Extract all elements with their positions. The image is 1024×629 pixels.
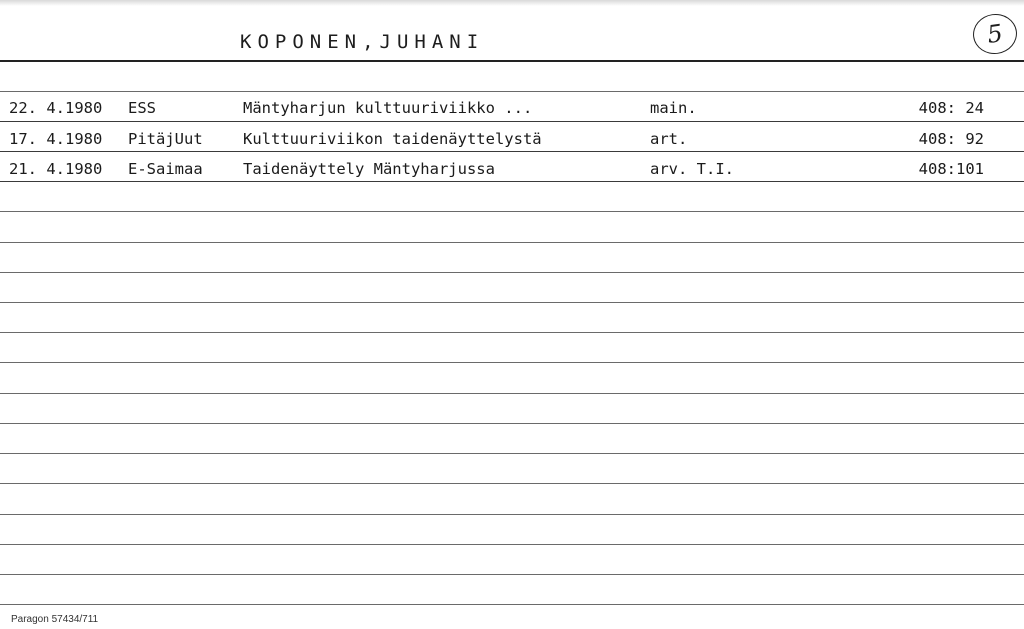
card-number: 5 (985, 19, 1005, 49)
header-rule (0, 60, 1024, 62)
ruled-line (0, 211, 1024, 212)
ruled-line (0, 302, 1024, 303)
ruled-line (0, 514, 1024, 515)
ruled-line (0, 423, 1024, 424)
ruled-line (0, 121, 1024, 122)
card-name-heading: KOPONEN,JUHANI (240, 31, 485, 53)
entry-reference: 408: 24 (918, 99, 984, 117)
entry-title: Mäntyharjun kulttuuriviikko ... (243, 99, 533, 117)
entry-title: Taidenäyttely Mäntyharjussa (243, 160, 495, 178)
ruled-line (0, 332, 1024, 333)
card-top-edge (0, 0, 1024, 6)
entry-reference: 408:101 (918, 160, 984, 178)
entry-source: E-Saimaa (128, 160, 203, 178)
ruled-line (0, 544, 1024, 545)
entry-date: 22. 4.1980 (9, 99, 103, 117)
ruled-line (0, 91, 1024, 92)
ruled-line (0, 393, 1024, 394)
entry-source: PitäjUut (128, 130, 203, 148)
entry-title: Kulttuuriviikon taidenäyttelystä (243, 130, 542, 148)
ruled-line (0, 453, 1024, 454)
entry-type: arv. T.I. (650, 160, 734, 178)
entry-row-1 (0, 99, 1024, 123)
ruled-line (0, 272, 1024, 273)
ruled-line (0, 151, 1024, 152)
entry-date: 21. 4.1980 (9, 160, 103, 178)
ruled-line (0, 483, 1024, 484)
entry-reference: 408: 92 (918, 130, 984, 148)
entry-type: art. (650, 130, 688, 148)
ruled-line (0, 181, 1024, 182)
entry-type: main. (650, 99, 697, 117)
ruled-line (0, 362, 1024, 363)
entry-source: ESS (128, 99, 156, 117)
ruled-line (0, 242, 1024, 243)
printer-imprint: Paragon 57434/711 (11, 614, 99, 625)
ruled-line (0, 574, 1024, 575)
entry-date: 17. 4.1980 (9, 130, 103, 148)
card-number-circle (970, 11, 1019, 57)
ruled-line (0, 604, 1024, 605)
